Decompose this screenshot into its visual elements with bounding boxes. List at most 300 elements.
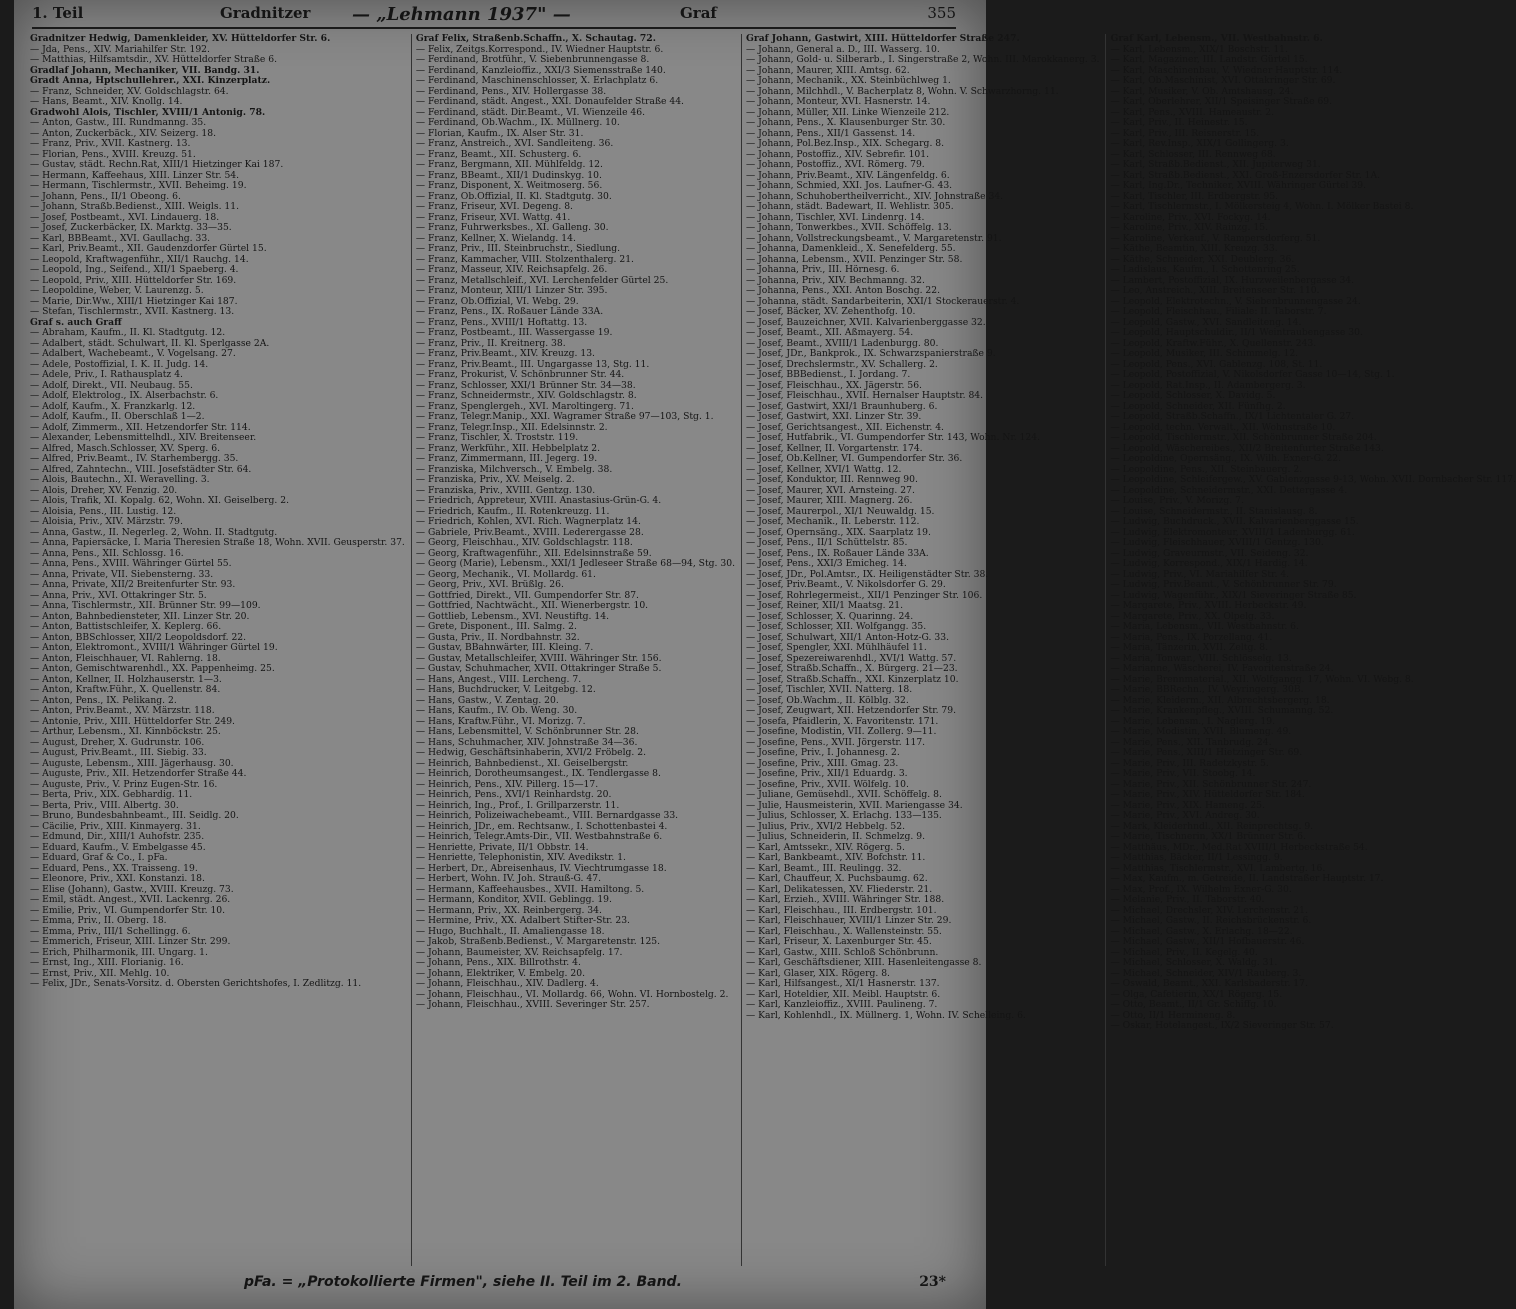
directory-entry: Graf s. auch Graff [30,316,122,328]
directory-entry: — Johanna, Priv., XIV. Bechmanng. 32. [746,274,925,286]
directory-entry: — Ferdinand, Ob.Wachm., IX. Müllnerg. 10. [415,117,620,128]
directory-entry: — Heinrich, Pens., XIV. Pillerg. 15—17. [415,778,599,790]
directory-entry: — Alfred, Priv.Beamt., IV. Starhembergg. 35. [30,453,239,464]
directory-entry: — Franz, Kellner, X. Wielandg. 14. [415,232,576,244]
directory-entry: — Gustav, Schuhmacher, XVII. Ottakringer Straße 5. [415,663,662,674]
directory-entry: — Hermine, Priv., XX. Adalbert Stifter-Str. 23. [415,915,630,926]
directory-entry: — Georg, Mechanik., VI. Mollardg. 61. [415,568,596,580]
directory-entry: — Henriette, Telephonistin, XIV. Avedikstr. 1. [415,852,626,863]
directory-entry: — Josef, Gastwirt, XXI. Linzer Str. 39. [746,411,922,422]
directory-entry: — Franz, Priv.Beamt., XIV. Kreuzg. 13. [415,348,595,359]
directory-entry: — Heinrich, Ing., Prof., I. Grillparzerstr. 11. [415,799,620,811]
directory-entry: — Heinrich, Dorotheumsangest., IX. Tendlergasse 8. [415,768,661,779]
directory-entry: — Maria, Pens., IX. Porzellang. 41. [1110,631,1273,643]
directory-entry: — Karl, Chauffeur, X. Puchsbaumg. 62. [746,873,928,884]
directory-entry: — Franziska, Priv., XVIII. Gentzg. 130. [415,484,596,496]
directory-entry: — Ernst, Ing., XIII. Florianig. 16. [30,957,184,968]
directory-entry: — Franz, Masseur, XIV. Reichsapfelg. 26. [415,264,608,275]
directory-entry: — Josef, Gastwirt, XXI/1 Braunhuberg. 6. [746,400,938,412]
directory-entry: — Leopold, Musiker, III. Schimmelg. 12. [1110,348,1299,359]
directory-entry: — Antonie, Priv., XIII. Hütteldorfer Str. 249. [30,715,235,727]
directory-entry: — Hans, Buchdrucker, V. Leitgebg. 12. [415,684,596,695]
directory-entry: — Karl, Musiker, V. Ob. Amtshausg. 24. [1110,85,1294,97]
directory-entry: — Franz, Pens., XVIII/1 Hoftattg. 13. [415,316,588,328]
directory-entry: — Josef, Ob.Wachm., II. Kölblg. 32. [746,694,909,706]
directory-entry: — Karl, Kanzleioffiz., XVIII. Paulineng. 7. [746,999,938,1010]
directory-entry: — Gottlieb, Lebensm., XVI. Neustiftg. 14. [415,610,610,622]
directory-entry: — Josef, Postbeamt., XVI. Lindauerg. 18. [30,211,220,223]
directory-entry: — Josef, Reiner, XII/1 Maatsg. 21. [746,600,904,611]
directory-entry: — Ladislaus, Kaufm., I. Schottenring 25. [1110,264,1300,275]
directory-entry: — Auguste, Lebensm., XIII. Jägerhausg. 30. [30,757,234,769]
directory-entry: — Karl, Pens., XVIII. Hameaustr. 2. [1110,106,1275,118]
directory-entry: — Johanna, Lebensm., XVII. Penzinger Str. 58. [746,253,963,265]
directory-entry: — Franz, Priv., XVII. Kastnerg. 13. [30,138,191,149]
directory-entry: — Franz, Spenglergeh., XVI. Maroltingerg. 71. [415,400,634,412]
directory-entry: — Josef, Konduktor, III. Rennweg 90. [746,474,918,485]
directory-entry: — Hedwig, Geschäftsinhaberin, XVI/2 Fröbelg. 2. [415,747,647,758]
directory-entry: — Josef, Straßb.Schaffn., XXI. Kinzerplatz 10. [746,673,959,685]
directory-entry: — Friedrich, Kohlen, XVI. Rich. Wagnerplatz 14. [415,516,641,527]
directory-entry: — Edmund, Dir., XIII/1 Auhofstr. 235. [30,831,205,842]
directory-entry: — Berta, Priv., VIII. Albertg. 30. [30,799,179,811]
directory-entry: — Maria, Lebensm., VII. Westbahnstr. 6. [1110,621,1299,632]
directory-entry: — Oswald, Beamt., XXI. Karlsbaderstr. 17. [1110,978,1308,989]
directory-entry: — Josefine, Priv., XIII. Gmag. 23. [746,757,899,769]
directory-entry: — Karl, Maschinenbau, V. Wiedner Hauptstr. 114. [1110,64,1343,76]
directory-entry: — Karl, Ob.Maschinist, XVI. Ottakringer Str. 69. [1110,75,1336,86]
directory-entry: — Käthe, Beamtin, XIII. Kreuzg. 33. [1110,243,1278,254]
directory-entry: — Johanna, Priv., III. Hörnesg. 6. [746,264,900,275]
directory-entry: — Henriette, Private, II/1 Obbstr. 14. [415,841,589,853]
directory-entry: — Gottfried, Nachtwächt., XII. Wienerbergstr. 10. [415,600,649,611]
directory-entry: — Alfred, Masch.Schlosser, XV. Sperg. 6. [30,442,221,454]
directory-entry: — Leopold, Wäschereibes., XII/2 Breitenfurter Straße 143. [1110,442,1384,454]
directory-entry: — Johann, Müller, XII. Linke Wienzeile 212. [746,106,950,118]
directory-entry: — Josef, Fleischhau., XVII. Hernalser Hauptstr. 84. [746,390,984,401]
directory-entry: — Hermann, Priv., XX. Reinbergerg. 34. [415,904,602,916]
directory-entry: — Alois, Trafik, XI. Kopalg. 62, Wohn. XI. Geiselberg. 2. [30,495,289,506]
directory-entry: — Josef, Maurer, XVI. Arnsteing. 27. [746,484,915,496]
directory-entry: — Berta, Priv., XIX. Gebhardig. 11. [30,789,193,800]
directory-entry: — Johann, Schuhobertheilverricht., XIV. Johnstraße 34. [746,190,1004,202]
directory-entry: — Leopold, Postoffizial, V. Nikolsdorfer Gasse 10—14, Stg. 1. [1110,369,1395,380]
directory-entry: — Elise (Johann), Gastw., XVIII. Kreuzg. 73. [30,883,234,895]
directory-entry: — Marie, Dir.Ww., XIII/1 Hietzinger Kai 187. [30,295,238,307]
directory-entry: — Adalbert, städt. Schulwart, II. Kl. Sperlgasse 2A. [30,337,270,349]
directory-entry: — Karl, Fleischhauer, XVIII/1 Linzer Str. 29. [746,915,952,926]
directory-entry: — Louise, Priv., V. Morizg. 7. [1110,495,1244,506]
directory-entry: — Eduard, Kaufm., V. Embelgasse 45. [30,841,206,853]
directory-entry: — Heinrich, JDr., em. Rechtsanw., I. Schottenbastei 4. [415,820,668,832]
directory-entry: — Josefine, Pens., XVII. Jörgerstr. 117. [746,736,926,748]
directory-entry: — Karl, Lebensm., XIX/1 Boschstr. 11. [1110,43,1288,55]
directory-entry: — Adolf, Kaufm., II. Oberschlaß 1—2. [30,411,205,422]
directory-entry: — Franz, Priv.Beamt., III. Ungargasse 13, Stg. 11. [415,358,650,370]
directory-entry: — Franz, Bergmann, XII. Mühlfeldg. 12. [415,159,603,170]
directory-entry: — Josef, Zuckerbäcker, IX. Marktg. 33—35. [30,222,232,233]
range-start-name: Gradnitzer [220,4,311,22]
directory-entry: — Friedrich, Kaufm., II. Rotenkreuzg. 11. [415,505,610,517]
directory-entry: — Anton, Elektromont., XVIII/1 Währinger Gürtel 19. [30,642,278,653]
directory-entry: — Karl, Hilfsangest., XI/1 Hasnerstr. 137. [746,978,940,989]
directory-entry: — Adele, Postoffizial, I. K. II. Judg. 14. [30,358,209,370]
page-number: 355 [927,4,956,22]
directory-entry: — Karl, Beamt., III. Reulingg. 32. [746,862,902,874]
directory-entry: — Karl, Magaziner, III. Landstr. Gürtel 15. [1110,54,1308,65]
directory-entry: — Josef, Kellner, II. Vorgartenstr. 174. [746,442,923,454]
directory-entry: — Hermann, Tischlermstr., XVII. Beheimg. 19. [30,180,247,191]
directory-entry: — Otto, II/1 Hermineng. 8. [1110,1009,1236,1021]
directory-entry: — Johann, Pol.Bez.Insp., XIX. Schegarg. 8. [746,138,945,149]
directory-entry: — Gusta, Priv., II. Nordbahnstr. 32. [415,631,580,643]
directory-entry: — Johann, Maurer, XIII. Amtsg. 62. [746,64,910,76]
directory-entry: — Georg, Kraftwagenführ., XII. Edelsinnstraße 59. [415,547,652,559]
directory-entry: — Josefine, Priv., XVII. Wölfelg. 10. [746,778,909,790]
directory-entry: — Hans, Schuhmacher, XIV. Johnstraße 34—36. [415,736,638,748]
directory-entry: — Marie, Modistin, XVII. Blumeng. 49. [1110,726,1292,737]
directory-entry: — Anton, Battistschleifer, X. Keplerg. 66. [30,621,222,632]
directory-entry: — Michael, Drechsler, XIV. Lerchenstr. 21. [1110,904,1308,916]
directory-entry: — Hermann, Kaffeehaus, XIII. Linzer Str. 54. [30,169,240,181]
directory-entry: — Johann, Pens., XIX. Billrothstr. 4. [415,957,581,968]
directory-entry: — Karl, Friseur, X. Laxenburger Str. 45. [746,936,932,947]
directory-entry: Gradlaf Johann, Mechaniker, VII. Bandg. 31. [30,64,260,76]
directory-entry: — Max, Kaufm., m. Getreide, II. Landstraßer Hauptstr. 17. [1110,873,1384,884]
directory-entry: — Alexander, Lebensmittelhdl., XIV. Breitenseer. [30,432,257,443]
directory-title: — „Lehmann 1937" — [352,4,571,25]
directory-entry: — Hermann, Kaffeehausbes., XVII. Hamiltong. 5. [415,883,645,895]
column-1 [30,34,405,1266]
directory-entry: — Josef, Kellner, XVI/1 Wattg. 12. [746,463,902,475]
directory-entry: — Leopold, Elektrotechn., V. Siebenbrunnengasse 24. [1110,295,1361,307]
directory-entry: — Gustav, städt. Rechn.Rat, XIII/1 Hietzinger Kai 187. [30,159,284,170]
directory-entry: — Karl, Erzieh., XVIII. Währinger Str. 188. [746,894,945,905]
directory-entry: — Josef, Schlosser, X. Quarinng. 24. [746,610,914,622]
directory-entry: — Franziska, Milchversch., V. Embelg. 38. [415,463,613,475]
directory-entry: — August, Dreher, X. Gudrunstr. 106. [30,736,205,748]
directory-entry: — Anna, Papiersäcke, I. Maria Theresien Straße 18, Wohn. XVII. Geusperstr. 37. [30,537,405,548]
directory-entry: — Josef, Priv.Beamt., V. Nikolsdorfer G. 29. [746,579,946,590]
directory-entry: — Karl, Fleischhau., X. Wallensteinstr. 55. [746,925,942,937]
directory-entry: — Gustav, Metallschleifer, XVIII. Währinger Str. 156. [415,652,662,664]
directory-entry: — Leopoldine, Opernsäng., IX. Wilh. Exner-G. 22. [1110,453,1342,464]
directory-entry: — Anton, Fleischhauer, VI. Rahlerng. 18. [30,652,221,664]
directory-entry: — Anton, Gastw., III. Rundmanng. 35. [30,117,207,128]
directory-entry: — Käthe, Schneider, XXI. Deublerg. 36. [1110,253,1295,265]
directory-entry: — Julius, Schneiderin, II. Schmelzg. 9. [746,831,926,842]
directory-entry: — Friedrich, Appreteur, XVIII. Anastasius-Grün-G. 4. [415,495,662,506]
directory-entry: — Ferdinand, Brotführ., V. Siebenbrunnengasse 8. [415,54,650,65]
directory-entry: — Johann, Monteur, XVI. Hasnerstr. 14. [746,96,931,107]
directory-entry: — Michael, Schlosser, X. Waldg. 31. [1110,957,1278,968]
directory-entry: — Matthias, Bäcker, II/1 Lessingg. 9. [1110,852,1283,863]
directory-entry: — Aloisia, Priv., XIV. Märzstr. 79. [30,516,183,527]
directory-entry: — Margarete, Priv., XX. Olpelg. 33. [1110,610,1275,622]
directory-entry: — Marie, Priv., XVI. Andreg. 30. [1110,810,1260,821]
directory-entry: — Karoline, Priv., XIV. Rainzg. 15. [1110,222,1268,233]
directory-entry: — Karl, Delikatessen, XV. Fliederstr. 21. [746,883,933,895]
directory-entry: — Karl, Tischlermstr., I. Mölkersteig 4, Wohn. I. Mölker Bastei 8. [1110,201,1414,212]
column-4 [1105,34,1516,1266]
directory-entry: — Karl, Amtssekr., XIV. Rögerg. 5. [746,841,905,853]
directory-entry: — Josef, Pens., II/1 Schüttelstr. 85. [746,537,908,548]
directory-entry: — Leopold, Priv., XIII. Hütteldorfer Str. 169. [30,274,237,286]
directory-entry: — Matthias, Tischlermstr., XVI. Lambertg. 16. [1110,862,1326,874]
directory-entry: — Johann, Milchhdl., V. Bacherplatz 8, Wohn. V. Schwarzhorng. 11. [746,85,1059,97]
directory-entry: — Julius, Schlosser, X. Erlachg. 133—135. [746,810,942,821]
directory-entry: — Marie, Brennmaterial., XII. Wolfgangg. 17, Wohn. VI. Webg. 8. [1110,673,1414,685]
directory-entry: — Oskar, Hotelangest., IX/2 Sieveringer Str. 57. [1110,1020,1334,1031]
directory-entry: — Ferdinand, Pens., XIV. Hollergasse 38. [415,85,607,97]
directory-entry: — Eleonore, Priv., XXI. Konstanzi. 18. [30,873,205,884]
directory-entry: — Johanna, städt. Sandarbeiterin, XXI/1 Stockerauerstr. 4. [746,295,1020,307]
directory-entry: — Louise, Schneidermstr., II. Stanislausg. 8. [1110,505,1318,517]
directory-entry: — Adolf, Kaufm., X. Franzkarlg. 12. [30,400,196,412]
directory-entry: — Gabriele, Priv.Beamt., XVIII. Lederergasse 28. [415,526,644,538]
directory-entry: — Franz, Kammacher, VIII. Stolzenthalerg. 21. [415,253,634,265]
directory-entry: — Franz, Ob.Offizial, VI. Webg. 29. [415,295,579,307]
directory-entry: — Leopold, Pens., XVI. Gablenzg. 108, St. 11. [1110,358,1323,370]
footer-note: pFa. = „Protokollierte Firmen", siehe II. Teil im 2. Band. [244,1274,682,1290]
directory-entry: — Emmerich, Friseur, XIII. Linzer Str. 299. [30,936,231,947]
directory-entry: — Josef, Bäcker, XV. Zehenthofg. 10. [746,306,916,317]
volume-part: 1. Teil [32,4,84,22]
directory-entry: — Josef, BBBedienst., I. Jordang. 7. [746,369,911,380]
directory-entry: — Gustav, BBahnwärter, III. Kleing. 7. [415,642,594,653]
directory-entry: — Josef, Spengler, XXI. Mühlhäufel 11. [746,642,927,653]
directory-entry: — Marie, Priv., XIX. Hameng. 25. [1110,799,1265,811]
directory-entry: — Leopold, Tischlermstr., XII. Schönbrunner Straße 204. [1110,432,1377,443]
directory-entry: — Karl, Gastw., XIII. Schloß Schönbrunn. [746,946,939,958]
directory-entry: — Michael, Gastw., XII/1 Hofbauerstr. 46. [1110,936,1305,947]
column-3 [741,34,1099,1266]
directory-entry: — Josef, Zeugwart, XII. Hetzendorfer Str. 79. [746,705,957,716]
directory-entry: — Anton, Priv.Beamt., XV. Märzstr. 118. [30,705,215,716]
directory-entry: — Josef, JDr., Bankprok., IX. Schwarzspanierstraße 9. [746,348,996,359]
directory-entry: — Maria, Tonwar., VIII. Schlösselg. 13. [1110,652,1292,664]
directory-entry: — Johann, Schmied, XXI. Jos. Laufner-G. 43. [746,180,953,191]
directory-entry: — Matthias, Hilfsamtsdir., XV. Hütteldorfer Straße 6. [30,54,277,65]
directory-entry: — Johanna, Damenkleid., X. Senefelderg. 55. [746,243,956,254]
directory-entry: — Ludwig, Wagenführ., XIX/1 Sieveringer Straße 85. [1110,589,1357,601]
directory-entry: — Josef, Hutfabrik., VI. Gumpendorfer Str. 143, Wohn. Nr. 124. [746,432,1041,443]
directory-entry: — Franz, Schneidermstr., XIV. Goldschlagstr. 8. [415,390,637,401]
directory-entry: — Alois, Dreher, XV. Fenzig. 20. [30,484,178,496]
directory-entry: — Johann, Postoffiz., XIV. Sebrefir. 101. [746,148,930,160]
directory-entry: — Emilie, Priv., VI. Gumpendorfer Str. 10. [30,904,226,916]
directory-entry: — Johann, Tonwerkbes., XVII. Schöffelg. 13. [746,222,952,233]
directory-entry: — Georg (Marie), Lebensm., XXI/1 Jedleseer Straße 68—94, Stg. 30. [415,558,736,569]
directory-entry: — Franziska, Priv., XV. Meiselg. 2. [415,474,575,485]
directory-entry: — Heinrich, Bahnbedienst., XI. Geiselbergstr. [415,757,629,769]
directory-entry: — Franz, Werkführ., XII. Hebbelplatz 2. [415,442,601,454]
directory-entry: — Adalbert, Wachebeamt., V. Vogelsang. 27. [30,348,236,359]
directory-entry: — Johann, Baumeister, XV. Reichsapfelg. 17. [415,946,623,958]
directory-entry: — Marie, Priv., XIV. Hütteldorfer Str. 184. [1110,789,1305,800]
directory-entry: Graf Karl, Lebensm., VII. Westbahnstr. 6. [1110,33,1323,44]
directory-entry: — Anton, Pens., IX. Pelikang. 2. [30,694,177,706]
directory-entry: — Johann, Pens., II/1 Obeong. 6. [30,190,181,202]
directory-entry: — Karoline, Verkauf., V. Rampersdorferg. 51. [1110,232,1321,244]
directory-entry: — Eduard, Pens., XX. Traisseng. 19. [30,862,198,874]
directory-entry: — Johann, Elektriker, V. Embelg. 20. [415,967,586,979]
directory-entry: — Johann, Fleischhau., XIV. Dadlerg. 4. [415,978,599,989]
directory-entry: — Johann, städt. Badewart, II. Wehlistr. 305. [746,201,954,212]
directory-entry: — Karl, Priv., III. Reisnerstr. 15. [1110,127,1260,139]
directory-entry: — Michael, Priv., II. Kegelg. 40. [1110,946,1258,958]
column-2 [411,34,735,1266]
directory-entry: — Josef, Pens., XXI/3 Emicheg. 14. [746,558,907,569]
directory-entry: — Johann, General a. D., III. Wasserg. 10. [746,43,940,55]
directory-entry: — Franz, Friseur, XVI. Wattg. 41. [415,211,571,223]
directory-entry: — Karl, Priv., II. Heinestr. 15. [1110,117,1248,128]
directory-entry: — Karl, Oberlehrer, XII/1 Speisinger Straße 69. [1110,96,1333,107]
directory-entry: — Johann, Pens., X. Klausenburger Str. 30. [746,117,946,128]
directory-entry: — Franz, Beamt., XII. Schusterg. 6. [415,148,582,160]
directory-entry: — Adolf, Zimmerm., XII. Hetzendorfer Str. 114. [30,421,251,433]
directory-entry: — Franz, Priv., II. Kreitnerg. 38. [415,337,566,349]
directory-entry: — Leopold, Schlosser, X. Davidg. 5. [1110,390,1276,401]
directory-entry: — Johann, Priv.Beamt., XIV. Längenfeldg. 6. [746,169,950,181]
directory-entry: — Marie, Priv., III. Radetzkystr. 5. [1110,757,1269,769]
directory-entry: — Otto, Beamt., II/1 Gr. Schiffg. 10. [1110,999,1277,1010]
directory-entry: — Josef, Drechslermstr., XV. Schallerg. 2. [746,358,938,370]
directory-entry: — Ferdinand, Maschinenschlosser, X. Erlachplatz 6. [415,75,659,86]
directory-entry: — Emma, Priv., III/1 Schellingg. 6. [30,925,191,937]
directory-entry: — Ludwig, Priv., VI. Mariahilfer Str. 4. [1110,568,1290,580]
directory-entry: Graf Felix, Straßenb.Schaffn., X. Schautag. 72. [415,33,656,44]
directory-entry: — Ernst, Priv., XII. Mehlg. 10. [30,967,170,979]
directory-entry: — Georg, Fleischhau., XIV. Goldschlagstr. 118. [415,537,633,548]
directory-entry: — Leopold, Ing., Seifend., XII/1 Spaeberg. 4. [30,264,239,275]
directory-entry: — Olga, Cafetierin, XX/1 Rögerg. 15. [1110,988,1283,1000]
directory-entry: — Matthäus, MDr., Med.Rat XVIII/1 Herbeckstraße 54. [1110,841,1368,853]
directory-entry: — Karl, Schlosser, III. Rennweg 68. [1110,148,1276,160]
directory-entry: — Melanie, Priv., II. Taborstr. 40. [1110,894,1265,905]
directory-entry: — Anton, BBSchlosser, XII/2 Leopoldsdorf. 22. [30,631,247,643]
directory-entry: — Josef, Schulwart, XII/1 Anton-Hotz-G. 33. [746,631,949,643]
directory-entry: — Johann, Gold- u. Silberarb., I. Singerstraße 2, Wohn. III. Marokkanerg. 3. [746,54,1100,65]
directory-entry: — Marie, Pens., XIII/1 Hietzinger Str. 69. [1110,747,1303,758]
directory-entry: — Auguste, Priv., V. Prinz Eugen-Str. 16. [30,778,218,790]
directory-entry: — Marie, Tischnerin, XX/1 Brünner Str. 6. [1110,831,1306,842]
directory-entry: — Karl, Straßb.Bedienst., XII. Jupiterweg 31. [1110,159,1321,170]
directory-entry: — Josef, Ob.Kellner, VI. Gumpendorfer Str. 36. [746,453,963,464]
directory-entry: — Johann, Straßb.Bedienst., XIII. Weigls. 11. [30,201,240,212]
directory-entry: — Leopold, Fleischhau., Filiale: II. Taborstr. 7. [1110,306,1327,317]
directory-entry: — Johann, Tischler, XVI. Lindenrg. 14. [746,211,925,223]
directory-entry: — Anton, Gemischtwarenhdl., XX. Pappenheimg. 25. [30,663,275,674]
directory-entry: — Johanna, Pens., XXI. Anton Boschg. 22. [746,285,941,296]
directory-page [14,0,1516,1309]
directory-entry: — Franz, Pens., IX. Roßauer Lände 33A. [415,306,604,317]
directory-entry: — Johann, Mechanik., XX. Steinbüchlweg 1. [746,75,951,86]
directory-entry: — Auguste, Priv., XII. Hetzendorfer Straße 44. [30,768,247,779]
directory-entry: — Ferdinand, Kanzleioffiz., XXI/3 Siemensstraße 140. [415,64,666,76]
listing-columns [30,33,1516,1266]
directory-entry: — Josef, Mechanik., II. Leberstr. 112. [746,516,920,527]
directory-entry: — Anna, Pens., XVIII. Währinger Gürtel 55. [30,558,232,569]
directory-entry: — Josefine, Priv., XII/1 Eduardg. 3. [746,768,908,779]
directory-entry: — Josefine, Modistin, VII. Zollerg. 9—11. [746,726,937,737]
sheet-number: 23* [919,1274,946,1290]
directory-entry: — Josef, Fleischhau., XX. Jägerstr. 56. [746,379,922,391]
directory-entry: — Anna, Tischlermstr., XII. Brünner Str. 99—109. [30,600,261,611]
directory-entry: — Adolf, Elektrolog., IX. Alserbachstr. 6. [30,390,219,401]
directory-entry: — Karl, Priv.Beamt., XII. Gaudenzdorfer Gürtel 15. [30,243,267,254]
directory-entry: — Michael, Schneider, XIV/1 Rauberg. 3. [1110,967,1302,979]
directory-entry: — Marie, Krankenpfleg., XVIII. Schumanng. 52. [1110,705,1334,716]
directory-entry: — Juliane, Gemüsehdl., XVII. Schöffelg. 8. [746,789,942,800]
directory-entry: — Franz, Anstreich., XVI. Sandleiteng. 36. [415,138,614,149]
directory-entry: — Aloisia, Pens., III. Lustig. 12. [30,505,177,517]
directory-entry: — Emma, Priv., II. Oberg. 18. [30,915,167,926]
directory-entry: — Ludwig, Korrespond., XIX/1 Hardig. 14. [1110,558,1308,569]
directory-entry: — Franz, Prokurist, V. Schönbrunner Str. 44. [415,369,625,380]
directory-entry: — Lambert, Postoffizial, IX. Hurzweilenbergasse 34. [1110,274,1355,286]
directory-entry: — Hans, Gastw., V. Zentag. 20. [415,694,559,706]
directory-entry: — Anton, Bahnbediensteter, XII. Linzer Str. 20. [30,610,250,622]
directory-entry: — Leopold, Kraftwagenführ., XII/1 Rauchg. 14. [30,253,249,265]
directory-entry: — Marie, Lebensm., I. Naglerg. 19. [1110,715,1276,727]
directory-entry: — Johann, Fleischhau., VI. Mollardg. 66, Wohn. VI. Hornbostelg. 2. [415,988,729,1000]
directory-entry: — Karl, Bankbeamt., XIV. Bofchstr. 11. [746,852,926,863]
directory-entry: — Ferdinand, städt. Dir.Beamt., VI. Wienzeile 46. [415,106,646,118]
directory-entry: — Josef, Pens., IX. Roßauer Lände 33A. [746,547,929,559]
directory-entry: — Josef, Beamt., XVIII/1 Ladenburgg. 80. [746,337,939,349]
directory-entry: — Marie, Kleiderm., XII. Albrechtsbergerg. 18. [1110,694,1330,706]
directory-entry: — Karl, Rev.Insp., XIX/1 Gollingerg. 3. [1110,138,1289,149]
directory-entry: — Josefine, Priv., I. Johannesg. 2. [746,747,900,758]
directory-entry: — Abraham, Kaufm., II. Kl. Stadtgutg. 12. [30,327,226,338]
directory-entry: — Ludwig, Fleischhauer, XVIII/1 Gentzg. 130. [1110,537,1324,548]
directory-entry: — Anna, Priv., XVI. Ottakringer Str. 5. [30,589,207,601]
directory-entry: — Alfred, Zahntechn., VIII. Josefstädter Str. 64. [30,463,252,475]
directory-entry: — Hans, Lebensmittel, V. Schönbrunner Str. 28. [415,726,639,737]
directory-entry: — Leopold, Rat.Insp., II. Adambergerg. 3. [1110,379,1306,391]
directory-entry: — Franz, Schneider, XV. Goldschlagstr. 64. [30,85,229,97]
directory-entry: — Ludwig, Graveurmstr., VII. Seideng. 32. [1110,547,1309,559]
directory-entry: — Karl, Kohlenhdl., IX. Müllnerg. 1, Wohn. IV. Schelleing. 6. [746,1009,1026,1021]
directory-entry: — Hans, Beamt., XIV. Knollg. 14. [30,96,183,107]
directory-entry: — Hermann, Konditor, XVII. Geblingg. 19. [415,894,612,905]
directory-entry: — Leopold, Schneider, XII. Fünfhg. 2. [1110,400,1286,412]
directory-entry: — Franz, Friseur, XVI. Degeng. 8. [415,201,573,212]
directory-entry: — Leopoldine, Schleifergew., XV. Gablenzgasse 9-13, Wohn. XVII. Dornbacher Str. 117. [1110,474,1516,485]
directory-entry: — Grete, Disponent., III. Salmg. 2. [415,621,577,632]
directory-entry: — Leopold, Straßb.Schaffn., IX/1 Lichtentaler G. 27. [1110,411,1355,422]
directory-entry: — Hans, Kaufm., IV. Ob. Weng. 30. [415,705,578,716]
directory-entry: — Max, Prof., IX. Wilhelm Exner-G. 30. [1110,883,1292,895]
directory-entry: — Ferdinand, städt. Angest., XXI. Donaufelder Straße 44. [415,96,684,107]
directory-entry: — Johann, Pens., XII/1 Gassenst. 14. [746,127,916,139]
directory-entry: — Marie, Priv., XII. Schönbrunner Str. 247. [1110,778,1312,790]
directory-entry: — Franz, Disponent, X. Weitmoserg. 56. [415,180,603,191]
directory-entry: — Adele, Priv., I. Rathausplatz 4. [30,369,183,380]
directory-entry: — Heinrich, Telegr.Amts-Dir., VII. Westbahnstraße 6. [415,831,663,842]
directory-entry: — Bruno, Bundesbahnbeamt., III. Seidlg. 20. [30,810,239,821]
directory-entry: — Josefa, Pfaidlerin, X. Favoritenstr. 171. [746,715,939,727]
directory-entry: — Michael, Gastw., II. Reichsbrückenstr. 6. [1110,915,1312,926]
directory-entry: — Herbert, Wohn. IV. Joh. Strauß-G. 47. [415,873,602,884]
directory-entry: — Anna, Pens., XII. Schlossg. 16. [30,547,184,559]
directory-entry: — Marie, BBRechn., IV. Weyringerg. 30B. [1110,684,1304,695]
directory-entry: — Karl, Ing.Dr., Techniker, XVIII. Währinger Gürtel 39. [1110,180,1367,191]
directory-entry: — Heinrich, Polizeiwachebeamt., VIII. Bernardgasse 33. [415,810,679,821]
range-end-name: Graf [680,4,717,22]
directory-entry: — Julius, Priv., XVI/2 Hebbelg. 52. [746,820,906,832]
